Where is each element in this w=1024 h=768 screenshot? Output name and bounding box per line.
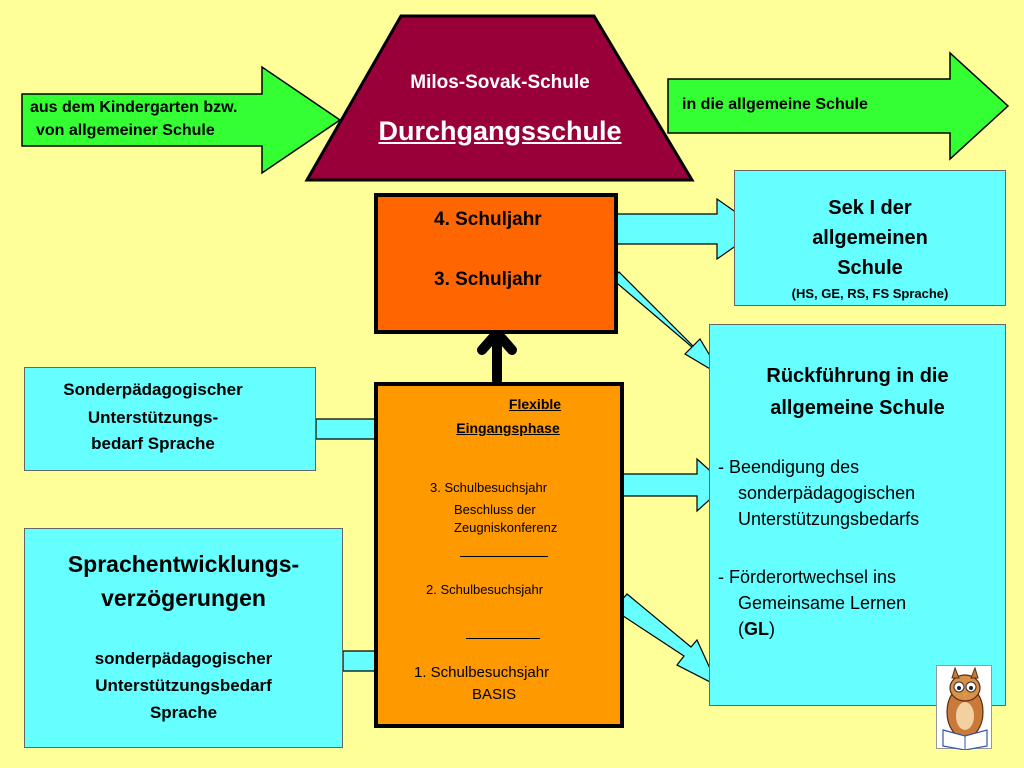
cyan-arrow-rueck-diag-top	[613, 272, 722, 376]
flex-title-line2: Eingangsphase	[456, 420, 560, 436]
school-attendance-year-1: 1. Schulbesuchsjahr	[414, 664, 550, 681]
arrow-in-line2: von allgemeiner Schule	[36, 122, 215, 139]
owl-reading-book-icon	[936, 665, 992, 749]
bullet-end-support-l2: sonderpädagogischen	[738, 483, 916, 503]
sonder-line2: Unterstützungs-	[87, 408, 219, 427]
conference-decision-line1: Beschluss der	[454, 502, 536, 517]
bullet-end-support: - Beendigung des	[718, 457, 860, 477]
arrow-out-label: in die allgemeine Schule	[682, 96, 868, 113]
bullet-change-location-l2: Gemeinsame Lernen	[738, 593, 907, 613]
school-name: Milos-Sovak-Schule	[410, 72, 590, 93]
sek-line1: Sek I der	[828, 197, 912, 219]
rueck-title-line1: Rückführung in die	[766, 365, 949, 387]
school-trapezoid	[307, 16, 692, 180]
conference-decision-line2: Zeugniskonferenz	[454, 520, 558, 535]
bullet-change-location: - Förderortwechsel ins	[718, 567, 897, 587]
special-needs-language-box	[24, 367, 316, 471]
school-years-box	[374, 193, 618, 334]
rueck-title-line2: allgemeine Schule	[770, 397, 945, 419]
school-type-title: Durchgangsschule	[378, 116, 622, 146]
language-development-delay-box	[24, 528, 343, 748]
year-4-label: 4. Schuljahr	[434, 209, 542, 230]
return-to-general-school-box	[709, 324, 1006, 706]
school-attendance-year-3: 3. Schulbesuchsjahr	[430, 480, 548, 495]
sek-line2: allgemeinen	[812, 227, 928, 249]
sprach-sub-line3: Sprache	[149, 703, 218, 722]
sprach-title-line1: Sprachentwicklungs-	[67, 551, 300, 577]
flex-title-line1: Flexible	[508, 396, 562, 412]
sonder-line3: bedarf Sprache	[91, 434, 215, 453]
sek-line3: Schule	[837, 257, 903, 279]
sonder-line1: Sonderpädagogischer	[63, 380, 243, 399]
up-arrow-icon	[482, 333, 512, 380]
sek-school-types: (HS, GE, RS, FS Sprache)	[791, 286, 949, 301]
sprach-title-line2: verzögerungen	[101, 585, 266, 611]
divider-line	[460, 556, 548, 557]
bullet-end-support-l3: Unterstützungsbedarfs	[738, 509, 920, 529]
sprach-sub-line1: sonderpädagogischer	[94, 649, 273, 668]
sprach-sub-line2: Unterstützungsbedarf	[95, 676, 272, 695]
school-attendance-year-2: 2. Schulbesuchsjahr	[426, 582, 544, 597]
bullet-gl-abbrev: (GL)	[738, 619, 775, 639]
sek-i-box	[734, 170, 1006, 306]
arrow-in-line1: aus dem Kindergarten bzw.	[30, 99, 238, 116]
cyan-arrow-rueck-diag-bottom	[614, 594, 718, 686]
basis-label: BASIS	[472, 686, 517, 703]
flexible-entry-phase-box	[374, 382, 624, 728]
divider-line	[466, 638, 540, 639]
year-3-label: 3. Schuljahr	[434, 269, 542, 290]
green-arrow-in	[22, 67, 340, 173]
